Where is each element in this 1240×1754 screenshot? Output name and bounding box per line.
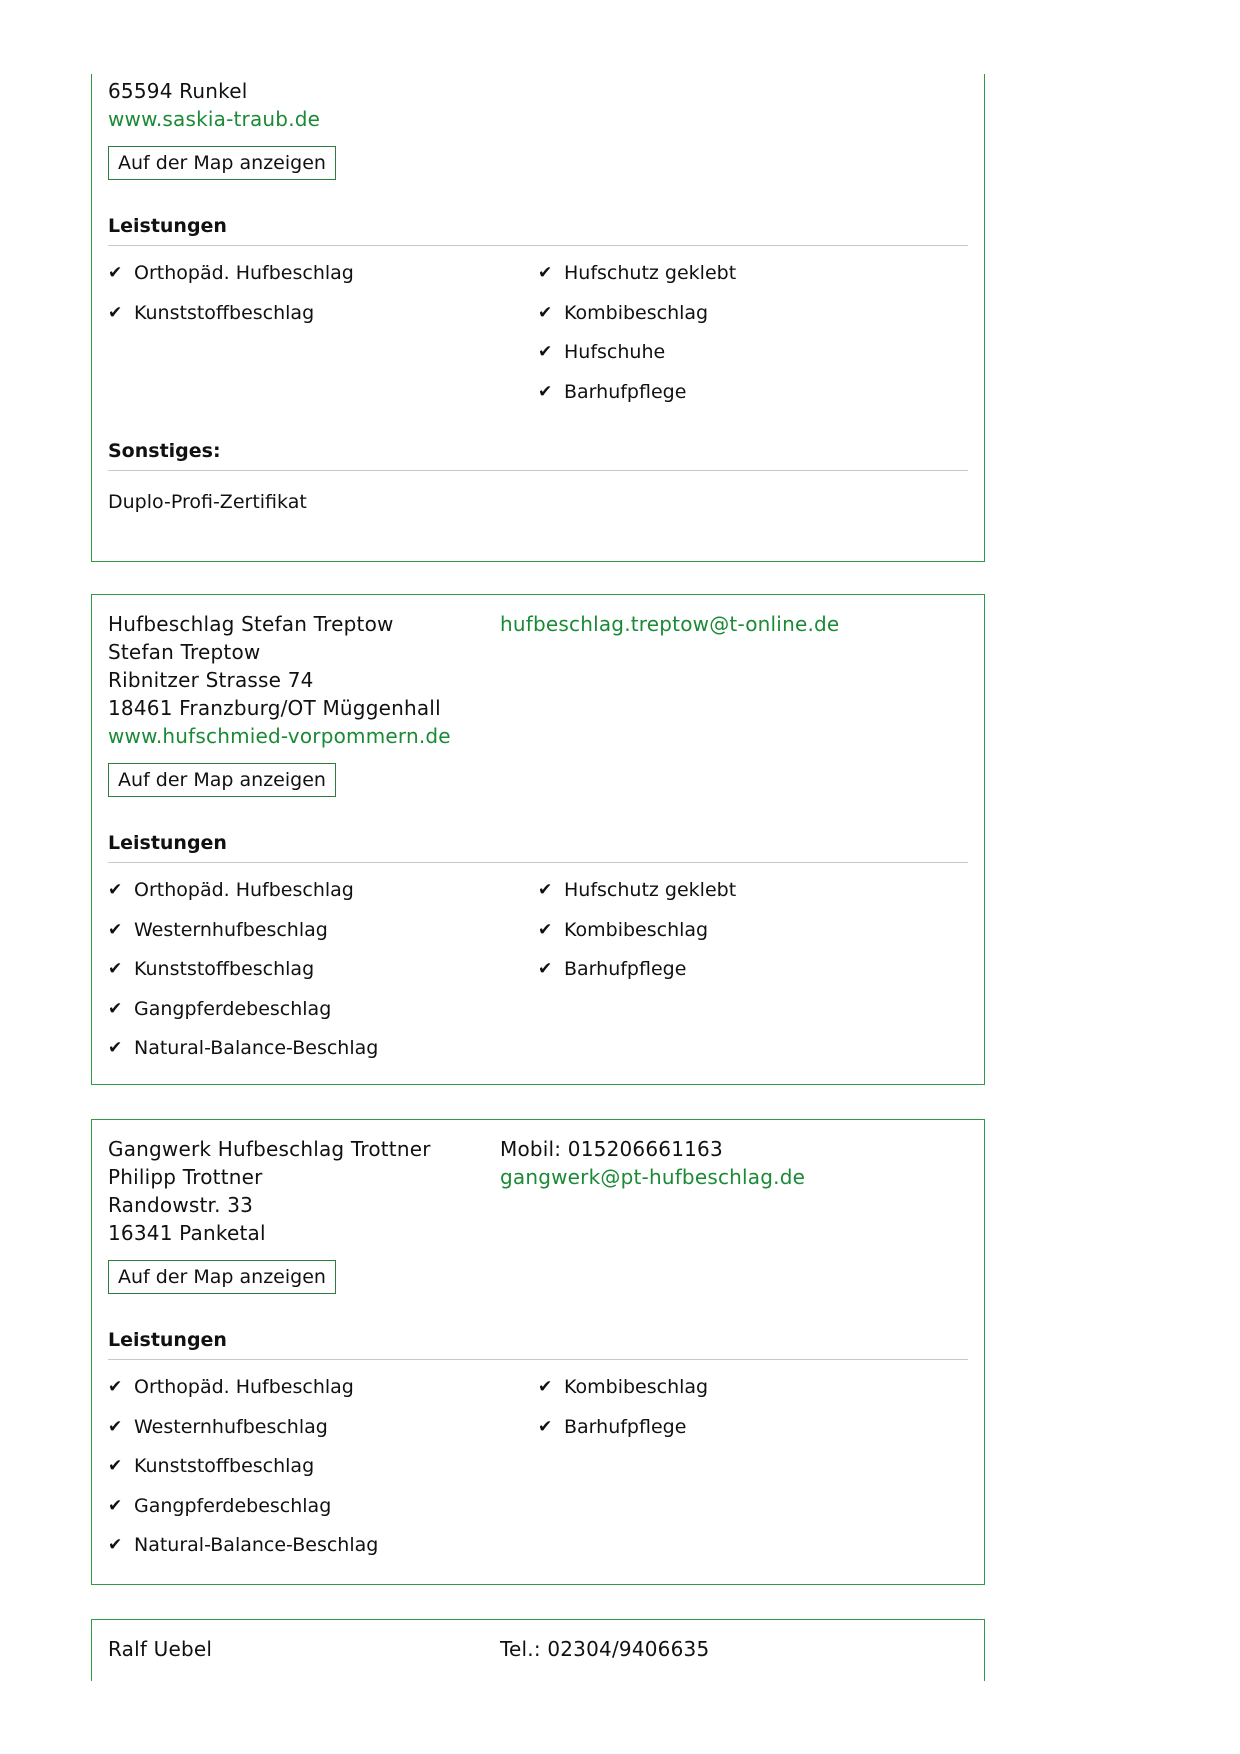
service-item [108, 917, 538, 957]
service-label: Kunststoffbeschlag [134, 1455, 315, 1477]
street: Ribnitzer Strasse 74 [108, 668, 314, 692]
show-on-map-button[interactable]: Auf der Map anzeigen [108, 1260, 336, 1294]
email-link[interactable]: hufbeschlag.treptow@t-online.de [500, 612, 840, 636]
service-item [108, 1035, 538, 1075]
service-item [108, 1532, 538, 1572]
services-list [108, 260, 968, 418]
service-item [108, 1374, 538, 1414]
service-label: Orthopäd. Hufbeschlag [134, 879, 354, 901]
service-item [538, 917, 968, 957]
check-icon: ✔ [108, 959, 123, 979]
services-right-column [538, 260, 968, 418]
check-icon: ✔ [538, 1377, 553, 1397]
services-heading: Leistungen [108, 215, 968, 246]
check-icon: ✔ [538, 880, 553, 900]
services-left-column [108, 260, 538, 418]
address-block [108, 77, 968, 133]
service-item [538, 956, 968, 996]
service-label: Kombibeschlag [564, 918, 709, 941]
business-name: Hufbeschlag Stefan Treptow [108, 612, 394, 636]
service-item [538, 1374, 968, 1414]
service-item [538, 339, 968, 379]
service-label: Hufschutz geklebt [564, 879, 737, 901]
service-label: Kombibeschlag [564, 1376, 709, 1398]
contact-block [500, 610, 968, 750]
check-icon: ✔ [108, 1456, 123, 1476]
service-label: Hufschutz geklebt [564, 262, 737, 284]
services-heading: Leistungen [108, 832, 968, 863]
check-icon: ✔ [108, 1416, 123, 1437]
phone: Tel.: 02304/9406635 [500, 1637, 710, 1661]
service-label: Orthopäd. Hufbeschlag [134, 1376, 354, 1398]
provider-card [91, 74, 985, 562]
check-icon: ✔ [108, 1377, 123, 1397]
services-list [108, 877, 968, 1075]
other-heading: Sonstiges: [108, 440, 968, 471]
service-label: Barhufpflege [564, 380, 687, 403]
check-icon: ✔ [538, 302, 553, 323]
contact-block [500, 1135, 968, 1247]
contact-block [500, 1635, 968, 1663]
service-item [538, 300, 968, 340]
service-item [538, 1414, 968, 1454]
service-label: Kombibeschlag [564, 301, 709, 324]
service-label: Westernhufbeschlag [134, 918, 328, 941]
service-item [108, 877, 538, 917]
website-link[interactable]: www.saskia-traub.de [108, 107, 321, 131]
service-label: Natural-Balance-Beschlag [134, 1037, 379, 1059]
service-item [108, 1493, 538, 1533]
check-icon: ✔ [538, 919, 553, 940]
services-list [108, 1374, 968, 1572]
check-icon: ✔ [538, 1416, 553, 1437]
contact-row [108, 1635, 968, 1663]
check-icon: ✔ [108, 263, 123, 283]
email-link[interactable]: gangwerk@pt-hufbeschlag.de [500, 1165, 806, 1189]
contact-person: Stefan Treptow [108, 640, 261, 664]
check-icon: ✔ [108, 302, 123, 323]
service-label: Westernhufbeschlag [134, 1415, 328, 1438]
services-right-column [538, 877, 968, 1075]
service-item [108, 260, 538, 300]
city: 16341 Panketal [108, 1221, 266, 1245]
city: 18461 Franzburg/OT Müggenhall [108, 696, 441, 720]
check-icon: ✔ [108, 919, 123, 940]
services-right-column [538, 1374, 968, 1572]
service-label: Barhufpflege [564, 1415, 687, 1438]
service-label: Kunststoffbeschlag [134, 301, 315, 324]
service-item [538, 260, 968, 300]
street: Randowstr. 33 [108, 1193, 254, 1217]
address-block [108, 610, 500, 750]
check-icon: ✔ [538, 959, 553, 979]
provider-card [91, 1619, 985, 1681]
show-on-map-button[interactable]: Auf der Map anzeigen [108, 146, 336, 180]
provider-card [91, 1119, 985, 1585]
contact-row [108, 610, 968, 750]
service-label: Kunststoffbeschlag [134, 958, 315, 980]
contact-person: Philipp Trottner [108, 1165, 263, 1189]
check-icon: ✔ [108, 1038, 123, 1058]
service-item [538, 877, 968, 917]
check-icon: ✔ [538, 263, 553, 283]
services-left-column [108, 877, 538, 1075]
contact-person: Ralf Uebel [108, 1637, 213, 1661]
other-text: Duplo-Profi-Zertifikat [108, 491, 307, 513]
check-icon: ✔ [108, 1535, 123, 1555]
service-label: Hufschuhe [564, 341, 666, 363]
service-item [108, 1414, 538, 1454]
address-block [108, 1635, 500, 1663]
check-icon: ✔ [108, 1495, 123, 1516]
service-label: Natural-Balance-Beschlag [134, 1534, 379, 1556]
website-link[interactable]: www.hufschmied-vorpommern.de [108, 724, 451, 748]
service-item [538, 379, 968, 419]
check-icon: ✔ [538, 381, 553, 402]
services-heading: Leistungen [108, 1329, 968, 1360]
service-label: Gangpferdebeschlag [134, 1494, 332, 1517]
check-icon: ✔ [108, 880, 123, 900]
address-block [108, 1135, 500, 1247]
contact-row [108, 1135, 968, 1247]
service-label: Barhufpflege [564, 958, 687, 980]
service-item [108, 996, 538, 1036]
check-icon: ✔ [108, 998, 123, 1019]
business-name: Gangwerk Hufbeschlag Trottner [108, 1137, 431, 1161]
service-item [108, 300, 538, 340]
check-icon: ✔ [538, 342, 553, 362]
service-item [108, 1453, 538, 1493]
provider-card [91, 594, 985, 1085]
service-label: Orthopäd. Hufbeschlag [134, 262, 354, 284]
services-left-column [108, 1374, 538, 1572]
service-label: Gangpferdebeschlag [134, 997, 332, 1020]
service-item [108, 956, 538, 996]
phone: Mobil: 015206661163 [500, 1137, 723, 1161]
show-on-map-button[interactable]: Auf der Map anzeigen [108, 763, 336, 797]
address-line: 65594 Runkel [108, 79, 248, 103]
